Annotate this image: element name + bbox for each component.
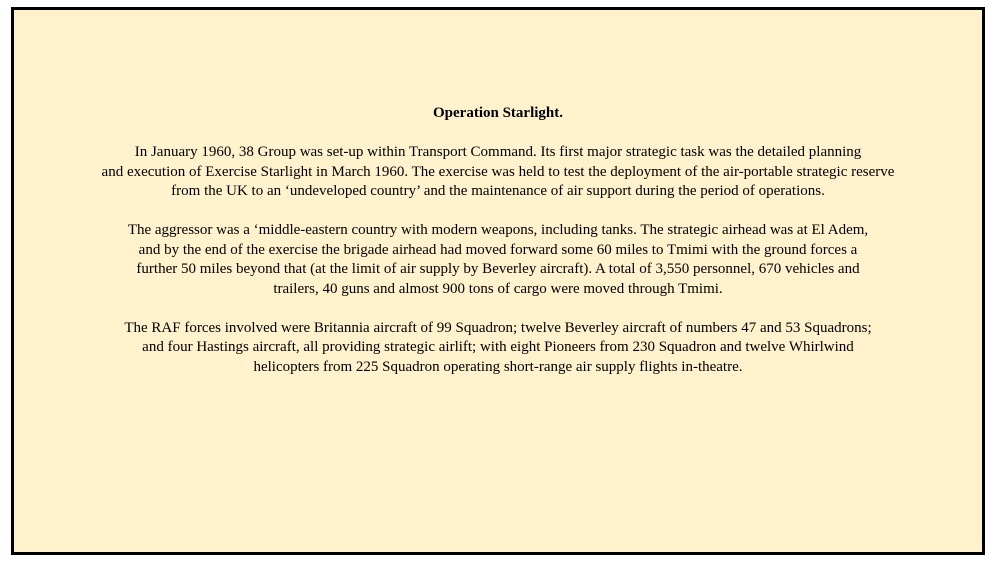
paragraph-line: trailers, 40 guns and almost 900 tons of cargo were moved through Tmimi. bbox=[273, 280, 723, 297]
paragraph-line: The aggressor was a ‘middle-eastern country with modern weapons, including tanks. The strategic airhead was at El Adem, bbox=[127, 222, 869, 238]
paragraph-line: from the UK to an ‘undeveloped country’ and the maintenance of air support during the period of operations. bbox=[171, 183, 825, 199]
document-frame bbox=[11, 7, 985, 555]
paragraph-raf-forces bbox=[14, 319, 982, 378]
paragraph-line: further 50 miles beyond that (at the limit of air supply by Beverley aircraft). A total of 3,550 personnel, 670 vehicles and bbox=[136, 261, 860, 277]
paragraph-aggressor bbox=[14, 221, 982, 299]
paragraph-exercise-overview bbox=[14, 143, 982, 202]
document-title: Operation Starlight. bbox=[433, 105, 563, 121]
paragraph-line: and four Hastings aircraft, all providing strategic airlift; with eight Pioneers from 230 Squadron and twelve Whirlwind bbox=[142, 339, 854, 355]
paragraph-line: and by the end of the exercise the brigade airhead had moved forward some 60 miles to Tmimi with the ground forces a bbox=[138, 241, 858, 258]
paragraph-line: The RAF forces involved were Britannia aircraft of 99 Squadron; twelve Beverley aircraft of numbers 47 and 53 Squadrons; bbox=[124, 319, 872, 336]
document-body bbox=[14, 104, 982, 397]
paragraph-line: helicopters from 225 Squadron operating short-range air supply flights in-theatre. bbox=[253, 358, 743, 375]
paragraph-line: and execution of Exercise Starlight in March 1960. The exercise was held to test the deployment of the air-portable strategic reserve bbox=[101, 163, 895, 180]
paragraph-line: In January 1960, 38 Group was set-up within Transport Command. Its first major strategic task was the detailed planning bbox=[134, 144, 862, 160]
